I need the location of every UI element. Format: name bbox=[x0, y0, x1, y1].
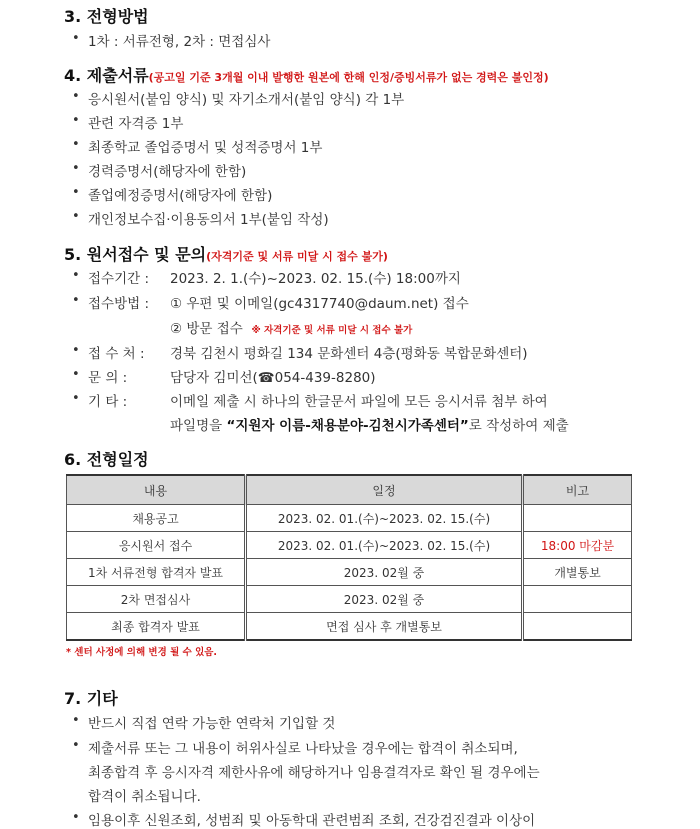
cell-remark bbox=[523, 505, 632, 532]
section-5-note: (자격기준 및 서류 미달 시 접수 불가) bbox=[206, 250, 388, 263]
method-2: ② 방문 접수 ※ 자격기준 및 서류 미달 시 접수 불가 bbox=[170, 321, 413, 337]
list-item: 1차 : 서류전형, 2차 : 면접심사 bbox=[88, 34, 271, 50]
list-item: 관련 자격증 1부 bbox=[88, 116, 184, 132]
bullet-icon: • bbox=[72, 293, 80, 308]
list-item: 경력증명서(해당자에 한함) bbox=[88, 164, 247, 180]
schedule-footnote: * 센터 사정에 의해 변경 될 수 있음. bbox=[66, 647, 218, 658]
cell-content: 2차 면접심사 bbox=[67, 586, 246, 613]
method-2-note: ※ 자격기준 및 서류 미달 시 접수 불가 bbox=[251, 325, 413, 336]
cell-schedule: 2023. 02월 중 bbox=[246, 586, 523, 613]
cell-remark bbox=[523, 586, 632, 613]
bullet-icon: • bbox=[72, 161, 80, 176]
cell-schedule: 2023. 02월 중 bbox=[246, 559, 523, 586]
table-row bbox=[67, 559, 632, 586]
cell-content: 응시원서 접수 bbox=[67, 532, 246, 559]
bullet-icon: • bbox=[72, 268, 80, 283]
table-row bbox=[67, 505, 632, 532]
section-5-title: 5. 원서접수 및 문의(자격기준 및 서류 미달 시 접수 불가) bbox=[64, 245, 388, 264]
etc-value-1: 이메일 제출 시 하나의 한글문서 파일에 모든 응시서류 첨부 하여 bbox=[170, 394, 548, 410]
list-item: 임용이후 신원조회, 성범죄 및 아동학대 관련범죄 조회, 건강검진결과 이상이 bbox=[88, 813, 536, 829]
cell-content: 최종 합격자 발표 bbox=[67, 613, 246, 641]
cell-schedule: 2023. 02. 01.(수)~2023. 02. 15.(수) bbox=[246, 532, 523, 559]
list-item: 응시원서(붙임 양식) 및 자기소개서(붙임 양식) 각 1부 bbox=[88, 92, 405, 108]
section-6-title: 6. 전형일정 bbox=[64, 450, 149, 469]
etc-value-2: 파일명을 “지원자 이름-채용분야-김천시가족센터”로 작성하여 제출 bbox=[170, 418, 569, 434]
cell-content: 채용공고 bbox=[67, 505, 246, 532]
place-value: 경북 김천시 평화길 134 문화센터 4층(평화동 복합문화센터) bbox=[170, 346, 528, 362]
bullet-icon: • bbox=[72, 391, 80, 406]
header-schedule: 일정 bbox=[246, 475, 523, 505]
list-item-continued: 합격이 취소됩니다. bbox=[88, 789, 201, 805]
bullet-icon: • bbox=[72, 713, 80, 728]
bullet-icon: • bbox=[72, 367, 80, 382]
bullet-icon: • bbox=[72, 113, 80, 128]
bullet-icon: • bbox=[72, 185, 80, 200]
cell-schedule: 면접 심사 후 개별통보 bbox=[246, 613, 523, 641]
cell-remark: 개별통보 bbox=[523, 559, 632, 586]
bullet-icon: • bbox=[72, 137, 80, 152]
table-row bbox=[67, 586, 632, 613]
etc-label: 기 타 : bbox=[88, 394, 128, 410]
bullet-icon: • bbox=[72, 343, 80, 358]
list-item: 제출서류 또는 그 내용이 허위사실로 나타났을 경우에는 합격이 취소되며, bbox=[88, 741, 518, 757]
table-header-row bbox=[67, 475, 632, 505]
method-label: 접수방법 : bbox=[88, 296, 150, 312]
bullet-icon: • bbox=[72, 209, 80, 224]
list-item: 최종학교 졸업증명서 및 성적증명서 1부 bbox=[88, 140, 323, 156]
schedule-table bbox=[66, 474, 632, 641]
period-label: 접수기간 : bbox=[88, 271, 150, 287]
bullet-icon: • bbox=[72, 810, 80, 825]
table-row bbox=[67, 613, 632, 641]
cell-schedule: 2023. 02. 01.(수)~2023. 02. 15.(수) bbox=[246, 505, 523, 532]
bullet-icon: • bbox=[72, 738, 80, 753]
filename-format: “지원자 이름-채용분야-김천시가족센터” bbox=[226, 418, 469, 434]
cell-remark: 18:00 마감분 bbox=[523, 532, 632, 559]
bullet-icon: • bbox=[72, 31, 80, 46]
period-value: 2023. 2. 1.(수)~2023. 02. 15.(수) 18:00까지 bbox=[170, 271, 461, 287]
contact-label: 문 의 : bbox=[88, 370, 128, 386]
place-label: 접 수 처 : bbox=[88, 346, 145, 362]
contact-value: 담당자 김미선(☎054-439-8280) bbox=[170, 370, 376, 386]
section-4-note: (공고일 기준 3개월 이내 발행한 원본에 한해 인정/증빙서류가 없는 경력은 불인정) bbox=[148, 71, 549, 84]
section-4-title: 4. 제출서류(공고일 기준 3개월 이내 발행한 원본에 한해 인정/증빙서류가 없는 경력은 불인정) bbox=[64, 66, 549, 85]
header-content: 내용 bbox=[67, 475, 246, 505]
table-row bbox=[67, 532, 632, 559]
header-remark: 비고 bbox=[523, 475, 632, 505]
cell-content: 1차 서류전형 합격자 발표 bbox=[67, 559, 246, 586]
list-item: 개인정보수집·이용동의서 1부(붙임 작성) bbox=[88, 212, 329, 228]
method-1: ① 우편 및 이메일(gc4317740@daum.net) 접수 bbox=[170, 296, 469, 312]
list-item-continued: 최종합격 후 응시자격 제한사유에 해당하거나 임용결격자로 확인 될 경우에는 bbox=[88, 765, 540, 781]
bullet-icon: • bbox=[72, 89, 80, 104]
list-item: 반드시 직접 연락 가능한 연락처 기입할 것 bbox=[88, 716, 336, 732]
section-3-title: 3. 전형방법 bbox=[64, 7, 149, 26]
list-item: 졸업예정증명서(해당자에 한함) bbox=[88, 188, 273, 204]
section-7-title: 7. 기타 bbox=[64, 689, 118, 708]
cell-remark bbox=[523, 613, 632, 641]
